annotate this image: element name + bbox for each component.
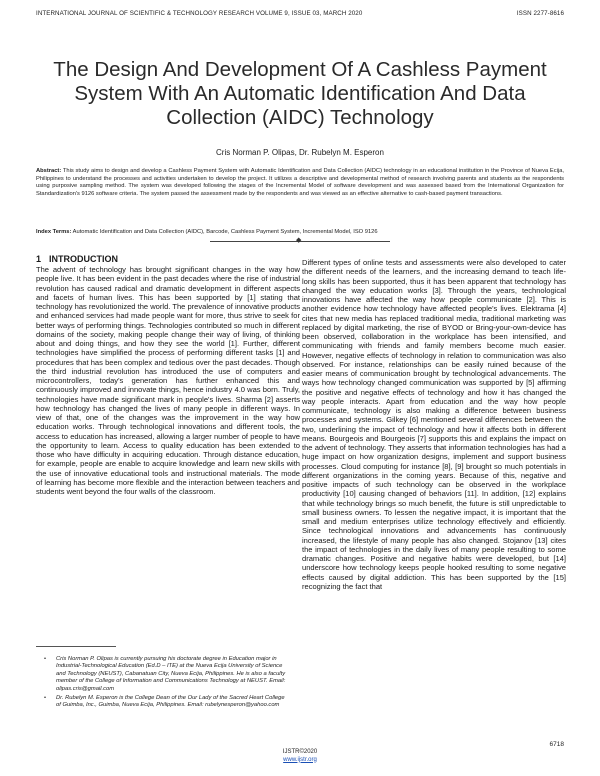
index-terms [36,229,564,237]
right-column [302,258,566,591]
left-column [36,254,300,496]
page-number: 6718 [549,741,564,748]
bullet-icon: • [44,695,47,702]
footnote-text: Cris Norman P. Olipas is currently pursuing his doctorate degree in Education major in Industrial-Technological Education (Ed.D – ITE) at the Nueva Ecija University of Science and Technology (NEUST), Cabanatuan City, Nueva Ecija, Philippines. He is also a faculty member of the College of Information and Communications Technology at NEUST. Email: olipas.cris@gmail.com [56,656,286,692]
index-terms-label: Index Terms: [36,229,72,235]
paper-title: The Design And Development Of A Cashless Payment System With An Automatic Identification And Data Collection (AIDC) Technology [53,58,547,129]
body-paragraph-right: Different types of online tests and assessments were also developed to cater the different needs of the learners, and the increasing demand to teach life-long skills has been supported, thus it has been apparent that technology has changed the way education works [3]. Through the years, technological innovations have affected the way how people communicate [2]. This is another evidence how technology have affected people's lives. Elektrama [4] cites that new media has replaced traditional media, traditional marketing was replaced by digital marketing, the rise of BYOD or Bring-your-own-device has been observed, collaboration in the workplace has been intensified, and communicating with friends and family members become much easier. However, negative effects of technology in relation to communication was also observed. For instance, relationships can be easily ruined because of the easier means of communication brought by technological advancements. The ways how technology changed communication was supported by [5] affirming the positive and negative effects of technology and how it has changed the way people interacts. Apart from education and the way how people communicate, technology is also making a difference between business processes and systems. Gilkey [6] mentioned several differences between the two, underlining the impact of technology and how it affects both in different means. Bourgeois and Bourgeois [7] supports this and explains the impact on the advent of technology. They asserts that information technologies has had a huge impact on how organization designs, implement and support business processes. Cloud computing for instance [8], [9] brought so much potentials in different organizations in the coming years. Because of this, negative and positive impacts of such technology can be observed in the workplace productivity [10] causing changed of behaviors [11]. In addition, [12] explains that while technology brings so much benefit, the future is still unpredictable to small business owners. To lessen the negative impact, it is important that the small and medium enterprises utilize technology effectively and efficiently. Since technological innovations and advancements has continuously increased, the lifestyle of many people has also changed. Stojanov [13] cites the impact of technologies in the daily lives of many people resulting to some dramatic changes. Positive and negative habits were developed, but [14] underscore how technology keeps people hooked resulting to some negative effects caused by digital addiction. This has been supported by the [15] recognizing the fact that [302,258,566,591]
abstract-text: This study aims to design and develop a Cashless Payment System with Automatic Identification and Data Collection (AIDC) technology in an educational institution in the Province of Nueva Ecija, Philippines to understand the processes and activities undertaken to develop the project. It utilizes a descriptive and developmental method of research involving parents and students as the respondents using purposive sampling method. The system was developed following the stages of the Incremental Model of software development and was assessed based from the International Organization for Standardization's 9126 software criteria. The system passed the assessment made by the respondents and was viewed as an effective alternative to cash-based payment transactions. [36,168,564,198]
footnote-item [44,695,286,710]
issn: ISSN 2277-8616 [516,10,564,17]
section-heading [36,254,300,264]
section-title: INTRODUCTION [49,254,119,264]
footnote-item [44,656,286,693]
bullet-icon: • [44,656,47,662]
index-terms-text: Automatic Identification and Data Collection (AIDC), Barcode, Cashless Payment System, Incremental Model, ISO 9126 [72,229,378,235]
abstract [36,168,564,199]
authors: Cris Norman P. Olipas, Dr. Rubelyn M. Esperon [216,148,384,157]
footnote-text: Dr. Rubelyn M. Esperon is the College Dean of the Our Lady of the Sacred Heart College of Guimba, Inc., Guimba, Nueva Ecija, Philippines. Email: rubelynesperon@yahoo.com [56,695,285,709]
page-footer [0,749,600,764]
diamond-icon: ◆ [296,237,302,244]
section-number: 1 [36,254,42,264]
running-header [36,10,564,17]
footnotes [44,656,286,712]
body-paragraph-left: The advent of technology has brought significant changes in the way how people live. It has been evident in the past decades where the rise of industrial revolution has caused radical and dramatic development in different aspects and facets of human lives. This has been supported by [1] stating that technology has revolutionized the world. The prevalence of innovative products and enhanced services had made people want for more, thus strive to seek for better ways of performing things. Technologies contributed so much in different domains of the society, making people change their way of living, of thinking about and doing things, and how they see the world [1]. Further, different technologies have simplified the process of performing different tasks [1] and procedures that has been complex and tedious over the past decades. Though the third industrial revolution has introduced the use of computers and microcontrollers, today's generation has further enhanced this and continuously improved and innovate things, hence industry 4.0 was born. Truly, technologies have made significant mark in people's lives. Sharma [2] asserts how technology has changed the lives of many people in different ways. In view of that, one of the changes was the improvement in the way how education works. Through technological innovations and different tools, the access to education has increased, allowing a larger number of people to have the opportunity to learn. Access to quality education has been extended to those who have difficulty in acquiring education. Through distance education, for example, people are enable to acquire knowledge and learn new skills with the use of innovative educational tools and instructional materials. The mode of learning has become more flexible and the interaction between teachers and students went beyond the four walls of the classroom. [36,265,300,496]
website-link[interactable]: www.ijstr.org [283,756,317,763]
abstract-label: Abstract: [36,168,62,174]
footnote-rule [36,646,116,647]
journal-name: INTERNATIONAL JOURNAL OF SCIENTIFIC & TECHNOLOGY RESEARCH VOLUME 9, ISSUE 03, MARCH 2020 [36,10,363,17]
copyright: IJSTR©2020 [282,749,318,755]
